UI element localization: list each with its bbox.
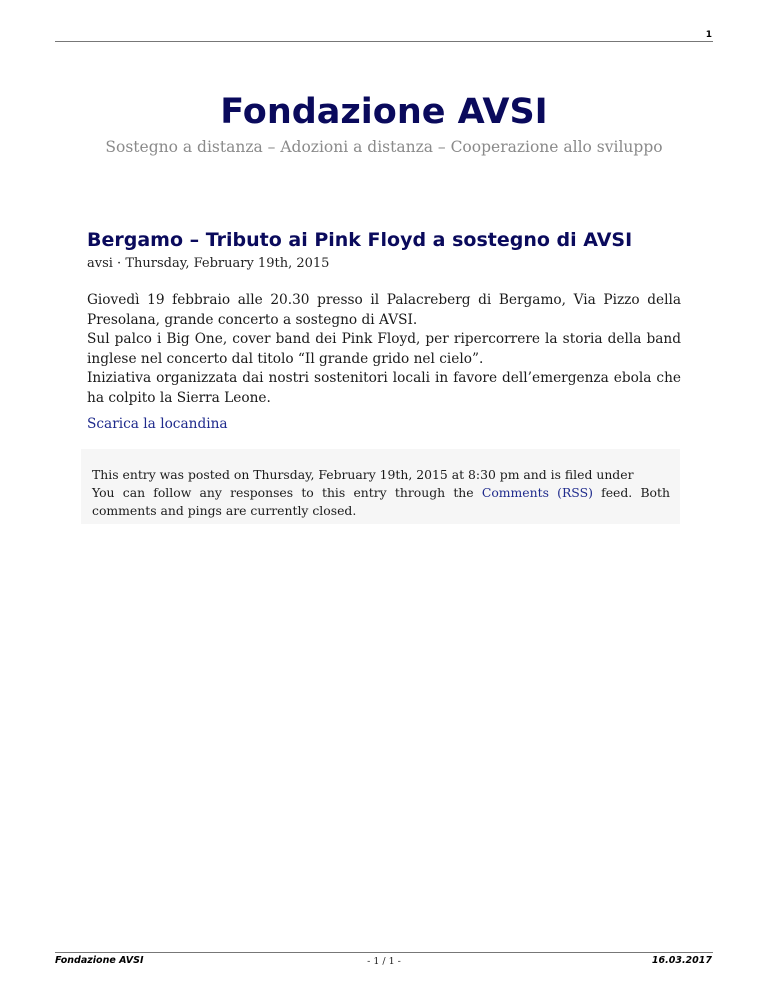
footer-date: 16.03.2017 (651, 955, 712, 966)
comments-rss-link[interactable]: Comments (RSS) (481, 485, 593, 500)
post-title[interactable]: Bergamo – Tributo ai Pink Floyd a sostegno di AVSI (87, 229, 633, 251)
footer-divider (55, 952, 713, 953)
post-body-line: ha colpito la Sierra Leone. (87, 389, 271, 406)
postmeta-line (92, 484, 670, 502)
header-divider (55, 41, 713, 42)
footer-site-name: Fondazione AVSI (55, 955, 144, 966)
site-tagline: Sostegno a distanza – Adozioni a distanza – Cooperazione allo sviluppo (105, 138, 663, 156)
post-body (87, 291, 681, 408)
postmeta-line: This entry was posted on Thursday, February 19th, 2015 at 8:30 pm and is filed under (92, 467, 634, 482)
post-body-line: Giovedì 19 febbraio alle 20.30 presso il Palacreberg di Bergamo, Via Pizzo della (87, 292, 681, 308)
postmeta-text: feed. Both (601, 485, 670, 500)
post-meta: avsi · Thursday, February 19th, 2015 (87, 256, 330, 271)
page-number: 1 (705, 30, 712, 40)
post-body-line: Sul palco i Big One, cover band dei Pink Floyd, per ripercorrere la storia della band (87, 331, 681, 347)
post-body-line: Presolana, grande concerto a sostegno di AVSI. (87, 311, 418, 328)
postmeta-line: comments and pings are currently closed. (92, 503, 357, 518)
post-footer-meta (81, 449, 680, 524)
site-title[interactable]: Fondazione AVSI (220, 92, 548, 132)
post-body-line: Iniziativa organizzata dai nostri sostenitori locali in favore dell’emergenza ebola che (87, 370, 681, 386)
download-poster-link[interactable]: Scarica la locandina (87, 416, 228, 432)
postmeta-text: You can follow any responses to this entry through the (92, 485, 474, 500)
footer-page-count: - 1 / 1 - (367, 956, 401, 967)
post-body-line: inglese nel concerto dal titolo “Il grande grido nel cielo”. (87, 350, 484, 367)
